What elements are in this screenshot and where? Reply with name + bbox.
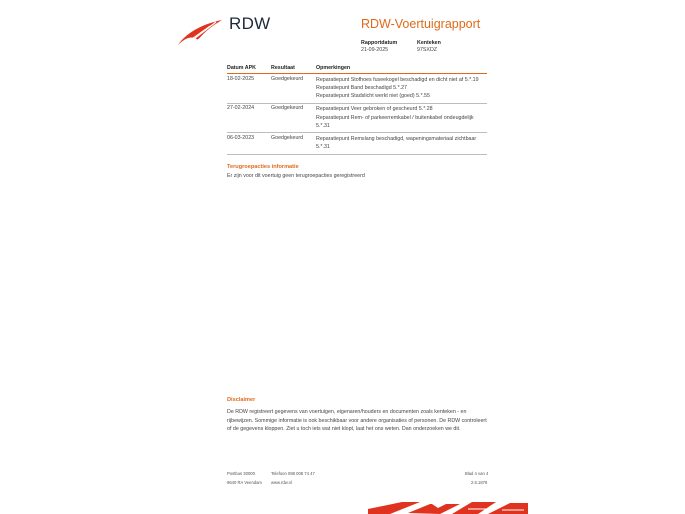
brand-name: RDW — [229, 14, 271, 33]
rdw-logo-icon — [176, 18, 224, 48]
recall-section-title: Terugroepacties informatie — [227, 164, 299, 170]
report-date-label: Rapportdatum — [361, 40, 398, 46]
remark-line: Reparatiepunt Remslang beschadigd, wapeningsmateriaal zichtbaar 5.*.31 — [316, 135, 477, 151]
footer-stripes-graphic — [368, 499, 528, 514]
report-date-value: 21-09-2025 — [361, 47, 389, 53]
table-row — [227, 133, 487, 154]
table-row — [227, 74, 487, 104]
license-plate-label: Kenteken — [417, 40, 441, 46]
apk-date: 06-03-2023 — [227, 134, 255, 141]
apk-table — [227, 64, 487, 155]
remark-line: Reparatiepunt Stadslicht werkt niet (goed) 5.*.55 — [316, 93, 430, 100]
license-plate-value: 97SXDZ — [417, 47, 438, 53]
apk-date: 18-02-2025 — [227, 75, 255, 82]
column-header-remarks: Opmerkingen — [316, 65, 351, 71]
remark-line: Reparatiepunt Rem- of parkeerremkabel / buitenkabel ondeugdelijk 5.*.31 — [316, 114, 474, 130]
apk-table-header — [227, 64, 487, 74]
apk-result: Goedgekeurd — [271, 105, 304, 112]
apk-result: Goedgekeurd — [271, 134, 304, 141]
column-header-result: Resultaat — [271, 65, 295, 71]
apk-remarks — [316, 105, 487, 130]
remark-line: Reparatiepunt Veer gebroken of gescheurd 5.*.28 — [316, 106, 433, 113]
recall-section-text: Er zijn voor dit voertuig geen terugroepacties geregistreerd — [227, 173, 365, 179]
footer-website[interactable]: www.rdw.nl — [271, 480, 292, 485]
table-row — [227, 104, 487, 134]
footer-version: 2.6.1878 — [471, 480, 488, 485]
apk-remarks — [316, 135, 487, 152]
footer-postbus: Postbus 30000 — [227, 471, 255, 476]
footer-address: 9640 RA Veendam — [227, 480, 262, 485]
disclaimer-title: Disclaimer — [227, 397, 256, 403]
remark-line: Reparatiepunt Band beschadigd 5.*.27 — [316, 84, 407, 91]
apk-date: 27-02-2024 — [227, 105, 255, 112]
apk-remarks — [316, 76, 487, 101]
disclaimer-text: De RDW registreert gegevens van voertuigen, eigenaren/houders en documenten zoals kenteken - en rijbewijzen. Sommige informatie is ook beschikbaar voor andere organisaties of personen. De RDW controleert of de gegevens kloppen. Ziet u toch iets wat niet klopt, laat het ons weten. Dan onderzoeken we dit. — [227, 409, 487, 433]
report-title: RDW-Voertuigrapport — [361, 17, 481, 31]
footer-phone: Telefoon 088 008 74 47 — [271, 471, 315, 476]
column-header-date: Datum APK — [227, 65, 256, 71]
remark-line: Reparatiepunt Stofhoes fuseekogel beschadigd en dicht niet af 5.*.19 — [316, 76, 479, 83]
apk-result: Goedgekeurd — [271, 75, 304, 82]
footer-page-number: Blad 4 van 4 — [465, 471, 489, 476]
